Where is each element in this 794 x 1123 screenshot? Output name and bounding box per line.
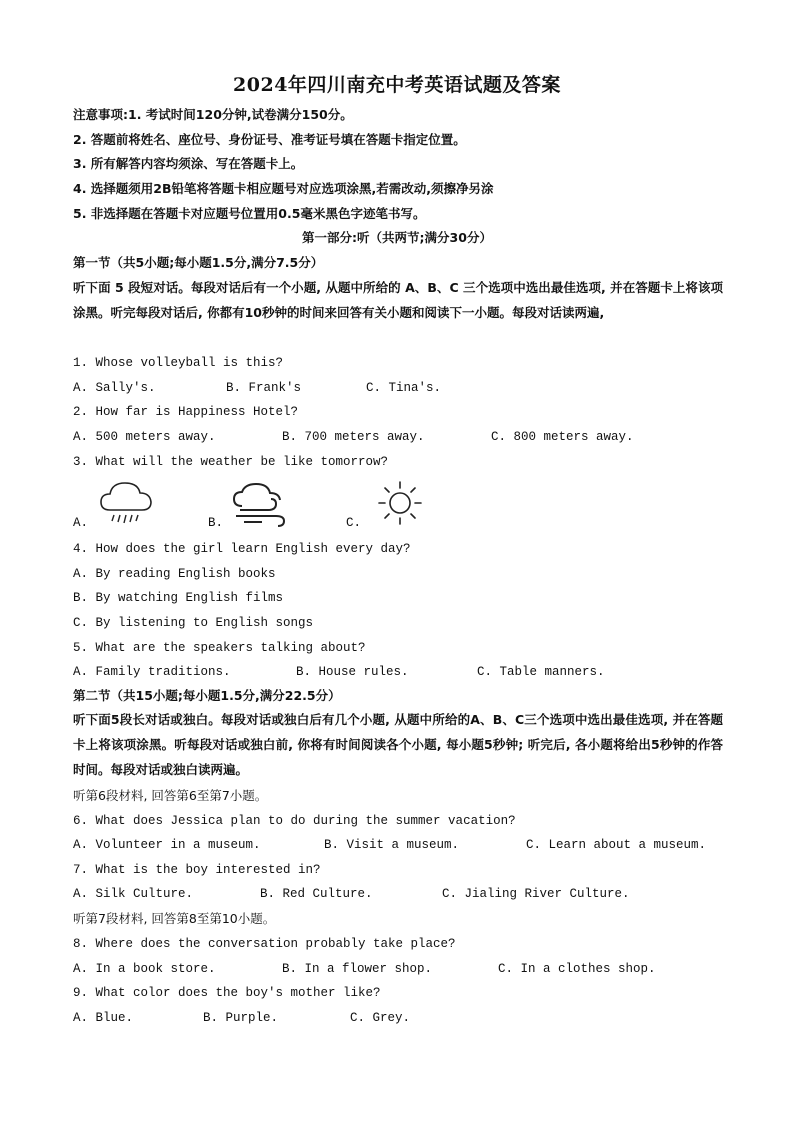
question-1: 1. Whose volleyball is this? bbox=[73, 356, 284, 370]
q5-option-c: C. Table manners. bbox=[477, 665, 605, 679]
section2-heading: 第二节（共15小题;每小题1.5分,满分22.5分） bbox=[73, 688, 341, 703]
question-4: 4. How does the girl learn English every day? bbox=[73, 542, 411, 556]
q2-option-a: A. 500 meters away. bbox=[73, 430, 216, 444]
q3-option-b: B. bbox=[208, 516, 224, 530]
question-7: 7. What is the boy interested in? bbox=[73, 863, 321, 877]
q1-option-a: A. Sally's. bbox=[73, 381, 156, 395]
q5-option-b: B. House rules. bbox=[296, 665, 409, 679]
windy-cloud-icon bbox=[232, 482, 290, 528]
part1-heading: 第一部分:听（共两节;满分30分） bbox=[302, 230, 492, 245]
notice-line-5: 5. 非选择题在答题卡对应题号位置用0.5毫米黑色字迹笔书写。 bbox=[73, 206, 426, 221]
q5-option-a: A. Family traditions. bbox=[73, 665, 231, 679]
q3-option-a: A. bbox=[73, 516, 89, 530]
page-title: 2024年四川南充中考英语试题及答案 bbox=[233, 74, 561, 96]
q9-option-a: A. Blue. bbox=[73, 1011, 134, 1025]
q8-option-b: B. In a flower shop. bbox=[282, 962, 433, 976]
q4-option-b: B. By watching English films bbox=[73, 591, 284, 605]
q7-option-a: A. Silk Culture. bbox=[73, 887, 194, 901]
notice-line-2: 2. 答题前将姓名、座位号、身份证号、准考证号填在答题卡指定位置。 bbox=[73, 132, 466, 147]
q9-option-b: B. Purple. bbox=[203, 1011, 279, 1025]
material-6-note: 听第6段材料, 回答第6至第7小题。 bbox=[73, 788, 268, 803]
notice-line-1: 注意事项:1. 考试时间120分钟,试卷满分150分。 bbox=[73, 107, 353, 122]
rain-cloud-icon bbox=[98, 478, 156, 528]
section1-instructions: 听下面 5 段短对话。每段对话后有一个小题, 从题中所给的 A、B、C 三个选项中选出最佳选项, 并在答题卡上将该项涂黑。听完每段对话后, 你都有10秒钟的时间来回答有关小题和阅读下一小题。每段对话读两遍, bbox=[73, 280, 723, 320]
material-7-note: 听第7段材料, 回答第8至第10小题。 bbox=[73, 911, 276, 926]
q9-option-c: C. Grey. bbox=[350, 1011, 411, 1025]
q6-option-b: B. Visit a museum. bbox=[324, 838, 460, 852]
section1-heading: 第一节（共5小题;每小题1.5分,满分7.5分） bbox=[73, 255, 324, 270]
notice-line-3: 3. 所有解答内容均须涂、写在答题卡上。 bbox=[73, 156, 304, 171]
question-9: 9. What color does the boy's mother like? bbox=[73, 986, 381, 1000]
q7-option-b: B. Red Culture. bbox=[260, 887, 373, 901]
q8-option-c: C. In a clothes shop. bbox=[498, 962, 656, 976]
question-3: 3. What will the weather be like tomorrow? bbox=[73, 455, 389, 469]
q2-option-c: C. 800 meters away. bbox=[491, 430, 634, 444]
question-8: 8. Where does the conversation probably take place? bbox=[73, 937, 456, 951]
question-2: 2. How far is Happiness Hotel? bbox=[73, 405, 299, 419]
question-6: 6. What does Jessica plan to do during the summer vacation? bbox=[73, 814, 516, 828]
q6-option-c: C. Learn about a museum. bbox=[526, 838, 707, 852]
q3-option-c: C. bbox=[346, 516, 362, 530]
q4-option-c: C. By listening to English songs bbox=[73, 616, 314, 630]
section2-instructions: 听下面5段长对话或独白。每段对话或独白后有几个小题, 从题中所给的A、B、C三个选项中选出最佳选项, 并在答题卡上将该项涂黑。听每段对话或独白前, 你将有时间阅读各个小题, 每小题5秒钟; 听完后, 各小题将给出5秒钟的作答时间。每段对话或独白读两遍。 bbox=[73, 712, 723, 777]
q8-option-a: A. In a book store. bbox=[73, 962, 216, 976]
notice-line-4: 4. 选择题须用2B铅笔将答题卡相应题号对应选项涂黑,若需改动,须擦净另涂 bbox=[73, 181, 494, 196]
question-5: 5. What are the speakers talking about? bbox=[73, 641, 366, 655]
q1-option-b: B. Frank's bbox=[226, 381, 302, 395]
q4-option-a: A. By reading English books bbox=[73, 567, 276, 581]
q1-option-c: C. Tina's. bbox=[366, 381, 442, 395]
q2-option-b: B. 700 meters away. bbox=[282, 430, 425, 444]
q6-option-a: A. Volunteer in a museum. bbox=[73, 838, 261, 852]
sun-icon bbox=[376, 480, 424, 526]
q7-option-c: C. Jialing River Culture. bbox=[442, 887, 630, 901]
